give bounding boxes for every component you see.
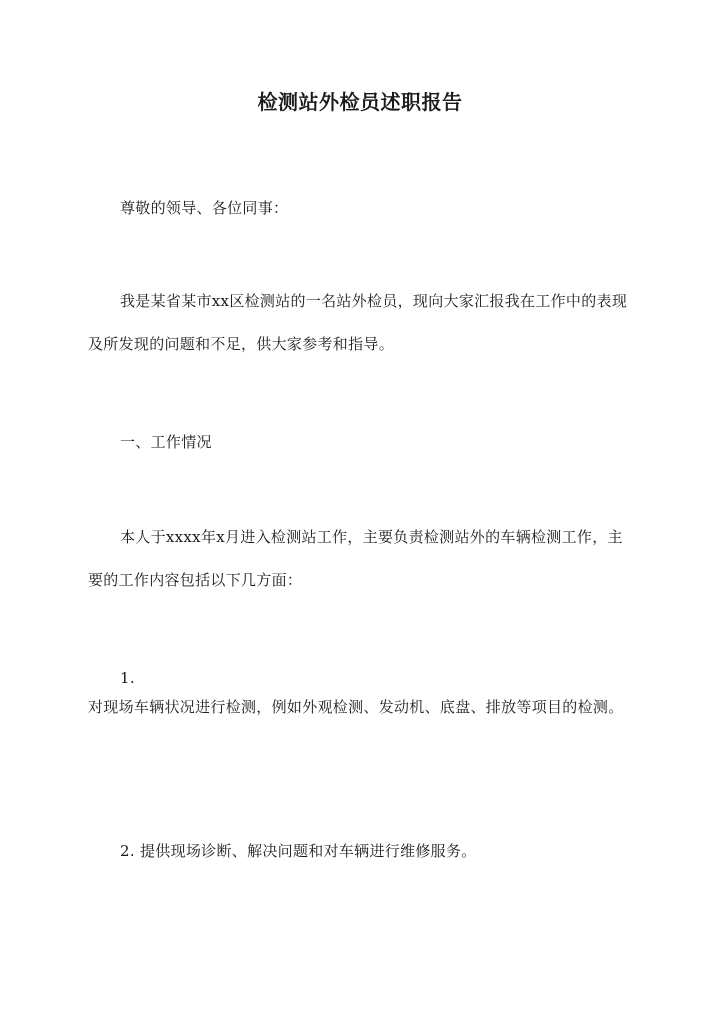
greeting-paragraph: 尊敬的领导、各位同事： [120, 199, 289, 217]
document-title: 检测站外检员述职报告 [257, 90, 463, 114]
list-item: 2. 提供现场诊断、解决问题和对车辆进行维修服务。 [120, 842, 477, 860]
list-item-text: 对现场车辆状况进行检测，例如外观检测、发动机、底盘、排放等项目的检测。 [88, 698, 624, 716]
intro-paragraph: 我是某省某市xx区检测站的一名站外检员，现向大家汇报我在工作中的表现及所发现的问题和不足，供大家参考和指导。 [88, 292, 628, 353]
section-heading-work-situation: 一、工作情况 [120, 433, 212, 451]
work-intro-paragraph: 本人于xxxx年x月进入检测站工作，主要负责检测站外的车辆检测工作，主要的工作内容包括以下几方面： [88, 528, 623, 589]
list-item-number: 1. [120, 669, 135, 687]
